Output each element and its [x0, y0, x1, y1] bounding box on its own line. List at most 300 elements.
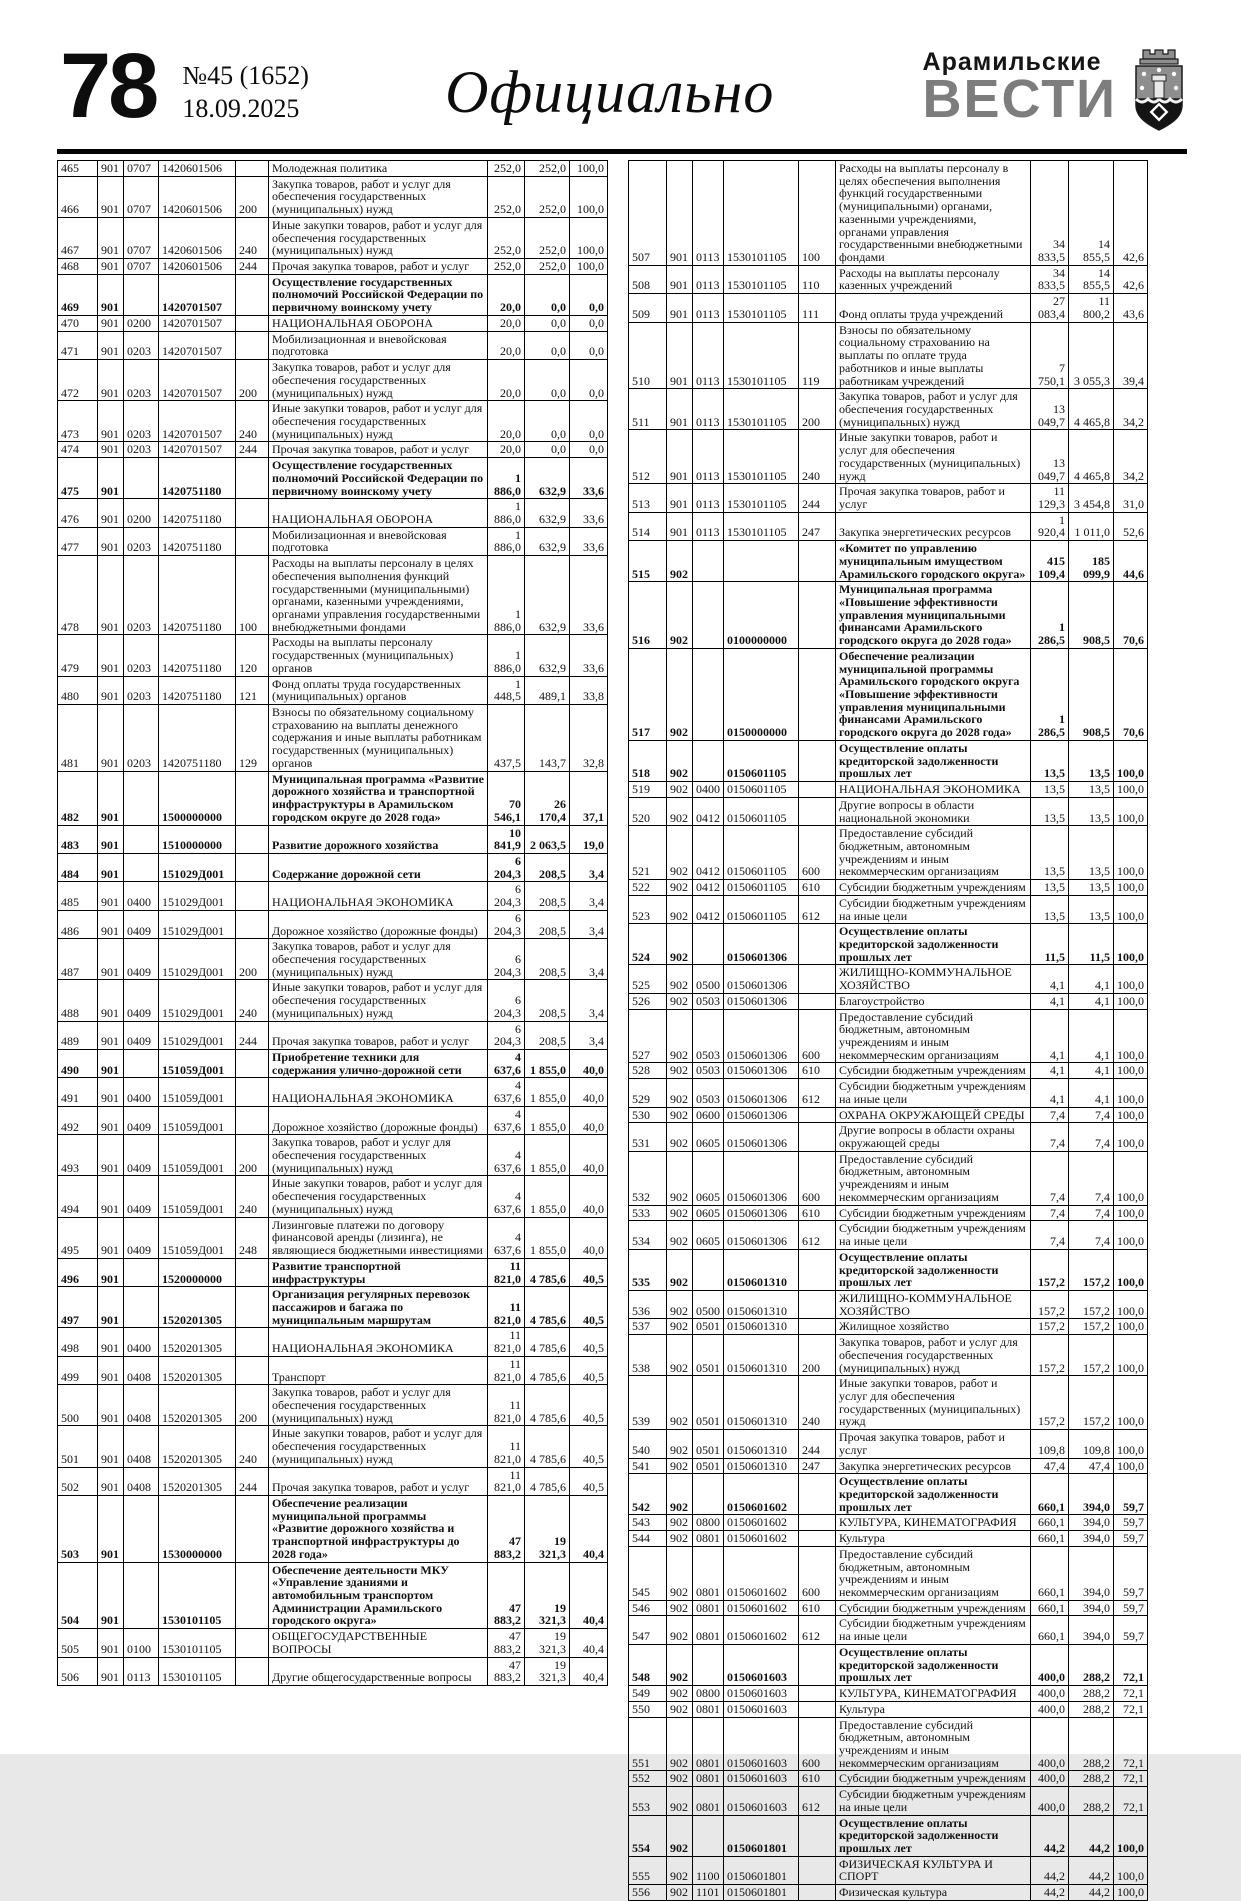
- section-code-cell: 0503: [693, 993, 724, 1009]
- row-number-cell: 531: [629, 1123, 667, 1151]
- approved-amount-cell: 415 109,4: [1031, 541, 1069, 582]
- executed-amount-cell: 908,5: [1069, 582, 1114, 649]
- table-row: [629, 1771, 1148, 1787]
- executed-amount-cell: 252,0: [525, 176, 570, 217]
- grbs-code-cell: 902: [667, 1856, 693, 1884]
- section-code-cell: 0113: [693, 389, 724, 430]
- target-article-cell: 1520000000: [159, 1258, 236, 1286]
- target-article-cell: 1530101105: [724, 389, 799, 430]
- page-columns: [0, 154, 1241, 1901]
- row-number-cell: 480: [58, 676, 98, 704]
- section-code-cell: 0100: [124, 1629, 159, 1657]
- executed-amount-cell: 208,5: [525, 853, 570, 881]
- target-article-cell: 1530101105: [724, 265, 799, 293]
- target-article-cell: 0150601306: [724, 1009, 799, 1063]
- target-article-cell: 0150601310: [724, 1335, 799, 1376]
- expense-type-cell: [799, 1474, 836, 1515]
- grbs-code-cell: 902: [667, 1107, 693, 1123]
- row-number-cell: 486: [58, 910, 98, 938]
- section-code-cell: 0503: [693, 1009, 724, 1063]
- row-number-cell: 530: [629, 1107, 667, 1123]
- name-cell: Развитие транспортной инфраструктуры: [269, 1258, 488, 1286]
- expense-type-cell: [799, 1644, 836, 1685]
- percent-cell: 100,0: [1114, 1123, 1148, 1151]
- section-code-cell: 0113: [693, 322, 724, 389]
- row-number-cell: 552: [629, 1771, 667, 1787]
- section-title: Официально: [445, 59, 775, 125]
- percent-cell: 100,0: [1114, 965, 1148, 993]
- percent-cell: 100,0: [1114, 1335, 1148, 1376]
- percent-cell: 40,0: [570, 1135, 608, 1176]
- percent-cell: 72,1: [1114, 1717, 1148, 1771]
- row-number-cell: 488: [58, 980, 98, 1021]
- grbs-code-cell: 901: [98, 259, 124, 275]
- expense-type-cell: [799, 582, 836, 649]
- section-code-cell: 0203: [124, 676, 159, 704]
- percent-cell: 40,4: [570, 1629, 608, 1657]
- table-row: [58, 1078, 608, 1106]
- target-article-cell: 151059Д001: [159, 1217, 236, 1258]
- approved-amount-cell: 660,1: [1031, 1474, 1069, 1515]
- target-article-cell: 0150601306: [724, 1205, 799, 1221]
- row-number-cell: 494: [58, 1176, 98, 1217]
- target-article-cell: 0150601310: [724, 1458, 799, 1474]
- target-article-cell: 151059Д001: [159, 1078, 236, 1106]
- expense-type-cell: [799, 1515, 836, 1531]
- grbs-code-cell: 901: [667, 430, 693, 484]
- table-row: [58, 274, 608, 315]
- expense-type-cell: 129: [236, 705, 269, 772]
- executed-amount-cell: 489,1: [525, 676, 570, 704]
- expense-type-cell: 600: [799, 1546, 836, 1600]
- name-cell: Закупка товаров, работ и услуг для обеспечения государственных (муниципальных) нужд: [269, 939, 488, 980]
- row-number-cell: 500: [58, 1385, 98, 1426]
- executed-amount-cell: 3 055,3: [1069, 322, 1114, 389]
- table-row: [58, 635, 608, 676]
- target-article-cell: 0150601306: [724, 1107, 799, 1123]
- grbs-code-cell: 901: [98, 853, 124, 881]
- table-row: [629, 1515, 1148, 1531]
- row-number-cell: 515: [629, 541, 667, 582]
- target-article-cell: 151059Д001: [159, 1176, 236, 1217]
- row-number-cell: 551: [629, 1717, 667, 1771]
- section-code-cell: 0113: [693, 161, 724, 266]
- table-row: [58, 882, 608, 910]
- expense-type-cell: [236, 1287, 269, 1328]
- name-cell: НАЦИОНАЛЬНАЯ ЭКОНОМИКА: [269, 1078, 488, 1106]
- executed-amount-cell: 394,0: [1069, 1600, 1114, 1616]
- expense-type-cell: [799, 1123, 836, 1151]
- expense-type-cell: [236, 274, 269, 315]
- percent-cell: 39,4: [1114, 322, 1148, 389]
- target-article-cell: 0150601310: [724, 1430, 799, 1458]
- approved-amount-cell: 7,4: [1031, 1107, 1069, 1123]
- executed-amount-cell: 7,4: [1069, 1205, 1114, 1221]
- grbs-code-cell: 901: [98, 176, 124, 217]
- row-number-cell: 544: [629, 1531, 667, 1547]
- target-article-cell: 1520201305: [159, 1385, 236, 1426]
- name-cell: КУЛЬТУРА, КИНЕМАТОГРАФИЯ: [836, 1515, 1031, 1531]
- percent-cell: 100,0: [570, 161, 608, 177]
- section-code-cell: 0801: [693, 1717, 724, 1771]
- executed-amount-cell: 13,5: [1069, 895, 1114, 923]
- grbs-code-cell: 901: [667, 161, 693, 266]
- approved-amount-cell: 6 204,3: [488, 1021, 525, 1049]
- percent-cell: 100,0: [1114, 993, 1148, 1009]
- table-row: [58, 161, 608, 177]
- expense-type-cell: 240: [799, 1376, 836, 1430]
- row-number-cell: 507: [629, 161, 667, 266]
- table-row: [629, 322, 1148, 389]
- approved-amount-cell: 4 637,6: [488, 1050, 525, 1078]
- grbs-code-cell: 902: [667, 1319, 693, 1335]
- approved-amount-cell: 70 546,1: [488, 771, 525, 825]
- approved-amount-cell: 11 821,0: [488, 1426, 525, 1467]
- newspaper-logo: [922, 48, 1117, 129]
- section-code-cell: 0605: [693, 1221, 724, 1249]
- approved-amount-cell: 4,1: [1031, 965, 1069, 993]
- executed-amount-cell: 157,2: [1069, 1376, 1114, 1430]
- grbs-code-cell: 901: [98, 161, 124, 177]
- section-code-cell: [693, 582, 724, 649]
- table-row: [58, 1217, 608, 1258]
- percent-cell: 3,4: [570, 882, 608, 910]
- name-cell: Иные закупки товаров, работ и услуг для обеспечения государственных (муниципальных) нужд: [269, 980, 488, 1021]
- name-cell: Расходы на выплаты персоналу государственных (муниципальных) органов: [269, 635, 488, 676]
- approved-amount-cell: 13 049,7: [1031, 430, 1069, 484]
- approved-amount-cell: 11 821,0: [488, 1356, 525, 1384]
- percent-cell: 19,0: [570, 825, 608, 853]
- section-code-cell: 0400: [124, 882, 159, 910]
- name-cell: ОБЩЕГОСУДАРСТВЕННЫЕ ВОПРОСЫ: [269, 1629, 488, 1657]
- executed-amount-cell: 4,1: [1069, 965, 1114, 993]
- section-code-cell: 0203: [124, 635, 159, 676]
- percent-cell: 100,0: [1114, 1815, 1148, 1856]
- row-number-cell: 470: [58, 315, 98, 331]
- row-number-cell: 504: [58, 1562, 98, 1629]
- executed-amount-cell: 394,0: [1069, 1531, 1114, 1547]
- expense-type-cell: 200: [799, 389, 836, 430]
- table-row: [58, 1106, 608, 1134]
- grbs-code-cell: 902: [667, 1787, 693, 1815]
- expense-type-cell: 600: [799, 1009, 836, 1063]
- approved-amount-cell: 400,0: [1031, 1787, 1069, 1815]
- name-cell: Осуществление государственных полномочий Российской Федерации по первичному воинскому учету: [269, 274, 488, 315]
- table-row: [629, 740, 1148, 781]
- executed-amount-cell: 1 855,0: [525, 1050, 570, 1078]
- approved-amount-cell: 20,0: [488, 331, 525, 359]
- executed-amount-cell: 4,1: [1069, 1063, 1114, 1079]
- grbs-code-cell: 902: [667, 826, 693, 880]
- table-row: [629, 1686, 1148, 1702]
- percent-cell: 59,7: [1114, 1515, 1148, 1531]
- approved-amount-cell: 4 637,6: [488, 1106, 525, 1134]
- table-row: [629, 924, 1148, 965]
- target-article-cell: 1420601506: [159, 176, 236, 217]
- approved-amount-cell: 1 286,5: [1031, 582, 1069, 649]
- name-cell: Муниципальная программа «Развитие дорожного хозяйства и транспортной инфраструктуры в Арамильском городском округе до 2028 года»: [269, 771, 488, 825]
- percent-cell: 100,0: [1114, 1205, 1148, 1221]
- name-cell: Культура: [836, 1531, 1031, 1547]
- table-row: [58, 315, 608, 331]
- expense-type-cell: [236, 1050, 269, 1078]
- approved-amount-cell: 4 637,6: [488, 1217, 525, 1258]
- section-code-cell: 0503: [693, 1079, 724, 1107]
- name-cell: Взносы по обязательному социальному страхованию на выплаты денежного содержания и иные выплаты работникам государственных (муниципальных) органов: [269, 705, 488, 772]
- grbs-code-cell: 901: [98, 1135, 124, 1176]
- approved-amount-cell: 11 821,0: [488, 1385, 525, 1426]
- row-number-cell: 465: [58, 161, 98, 177]
- percent-cell: 40,5: [570, 1467, 608, 1495]
- row-number-cell: 534: [629, 1221, 667, 1249]
- expense-type-cell: [236, 1106, 269, 1134]
- name-cell: Осуществление оплаты кредиторской задолженности прошлых лет: [836, 1644, 1031, 1685]
- name-cell: Предоставление субсидий бюджетным, автономным учреждениям и иным некоммерческим организациям: [836, 1717, 1031, 1771]
- table-row: [58, 1258, 608, 1286]
- table-row: [58, 499, 608, 527]
- approved-amount-cell: 13,5: [1031, 895, 1069, 923]
- grbs-code-cell: 901: [98, 771, 124, 825]
- target-article-cell: 1530101105: [159, 1629, 236, 1657]
- executed-amount-cell: 13,5: [1069, 782, 1114, 798]
- approved-amount-cell: 400,0: [1031, 1717, 1069, 1771]
- table-row: [58, 556, 608, 635]
- grbs-code-cell: 901: [98, 331, 124, 359]
- approved-amount-cell: 1 886,0: [488, 527, 525, 555]
- target-article-cell: 151059Д001: [159, 1050, 236, 1078]
- row-number-cell: 491: [58, 1078, 98, 1106]
- target-article-cell: 0150601306: [724, 1221, 799, 1249]
- approved-amount-cell: 11 821,0: [488, 1287, 525, 1328]
- executed-amount-cell: 7,4: [1069, 1107, 1114, 1123]
- table-row: [58, 825, 608, 853]
- grbs-code-cell: 901: [98, 1328, 124, 1356]
- row-number-cell: 469: [58, 274, 98, 315]
- section-code-cell: 1100: [693, 1856, 724, 1884]
- grbs-code-cell: 901: [98, 1050, 124, 1078]
- row-number-cell: 520: [629, 797, 667, 825]
- row-number-cell: 503: [58, 1496, 98, 1563]
- name-cell: Субсидии бюджетным учреждениям: [836, 880, 1031, 896]
- executed-amount-cell: 13,5: [1069, 797, 1114, 825]
- executed-amount-cell: 109,8: [1069, 1430, 1114, 1458]
- table-row: [629, 1474, 1148, 1515]
- executed-amount-cell: 157,2: [1069, 1249, 1114, 1290]
- target-article-cell: [724, 541, 799, 582]
- table-row: [58, 442, 608, 458]
- row-number-cell: 523: [629, 895, 667, 923]
- target-article-cell: 1420701507: [159, 442, 236, 458]
- target-article-cell: 0150601801: [724, 1815, 799, 1856]
- grbs-code-cell: 901: [98, 1356, 124, 1384]
- target-article-cell: 0150601603: [724, 1717, 799, 1771]
- section-code-cell: 0409: [124, 1176, 159, 1217]
- target-article-cell: 0150601310: [724, 1319, 799, 1335]
- row-number-cell: 548: [629, 1644, 667, 1685]
- section-code-cell: 0400: [124, 1328, 159, 1356]
- percent-cell: 0,0: [570, 401, 608, 442]
- grbs-code-cell: 902: [667, 1151, 693, 1205]
- target-article-cell: 0150601105: [724, 740, 799, 781]
- table-row: [629, 1079, 1148, 1107]
- expense-type-cell: [799, 740, 836, 781]
- percent-cell: 34,2: [1114, 430, 1148, 484]
- name-cell: Благоустройство: [836, 993, 1031, 1009]
- approved-amount-cell: 11,5: [1031, 924, 1069, 965]
- approved-amount-cell: 13,5: [1031, 797, 1069, 825]
- table-row: [629, 430, 1148, 484]
- approved-amount-cell: 47 883,2: [488, 1562, 525, 1629]
- percent-cell: 72,1: [1114, 1686, 1148, 1702]
- grbs-code-cell: 902: [667, 1221, 693, 1249]
- row-number-cell: 540: [629, 1430, 667, 1458]
- table-row: [58, 1287, 608, 1328]
- row-number-cell: 526: [629, 993, 667, 1009]
- executed-amount-cell: 4,1: [1069, 993, 1114, 1009]
- name-cell: НАЦИОНАЛЬНАЯ ОБОРОНА: [269, 499, 488, 527]
- approved-amount-cell: 252,0: [488, 259, 525, 275]
- executed-amount-cell: 157,2: [1069, 1290, 1114, 1318]
- grbs-code-cell: 901: [98, 882, 124, 910]
- name-cell: Развитие дорожного хозяйства: [269, 825, 488, 853]
- target-article-cell: 151029Д001: [159, 910, 236, 938]
- executed-amount-cell: 4 785,6: [525, 1287, 570, 1328]
- issue-date: 18.09.2025: [182, 93, 300, 123]
- row-number-cell: 528: [629, 1063, 667, 1079]
- executed-amount-cell: 185 099,9: [1069, 541, 1114, 582]
- percent-cell: 40,4: [570, 1657, 608, 1685]
- approved-amount-cell: 44,2: [1031, 1856, 1069, 1884]
- target-article-cell: 0150601602: [724, 1616, 799, 1644]
- table-row: [629, 265, 1148, 293]
- table-row: [629, 294, 1148, 322]
- expense-type-cell: [236, 499, 269, 527]
- expense-type-cell: 244: [799, 1430, 836, 1458]
- table-row: [629, 1430, 1148, 1458]
- approved-amount-cell: 7,4: [1031, 1123, 1069, 1151]
- issue-number: №45 (1652): [182, 61, 309, 90]
- section-code-cell: [693, 1644, 724, 1685]
- approved-amount-cell: 400,0: [1031, 1701, 1069, 1717]
- executed-amount-cell: 4 465,8: [1069, 389, 1114, 430]
- name-cell: Субсидии бюджетным учреждениям на иные цели: [836, 895, 1031, 923]
- row-number-cell: 524: [629, 924, 667, 965]
- table-row: [629, 965, 1148, 993]
- executed-amount-cell: 0,0: [525, 315, 570, 331]
- percent-cell: 40,4: [570, 1496, 608, 1563]
- table-row: [629, 484, 1148, 512]
- target-article-cell: 1420601506: [159, 259, 236, 275]
- percent-cell: 3,4: [570, 853, 608, 881]
- table-row: [58, 458, 608, 499]
- row-number-cell: 475: [58, 458, 98, 499]
- target-article-cell: 1420701507: [159, 331, 236, 359]
- executed-amount-cell: 208,5: [525, 1021, 570, 1049]
- section-code-cell: 0707: [124, 176, 159, 217]
- percent-cell: 40,5: [570, 1287, 608, 1328]
- logo-line-top: Арамильские: [922, 48, 1102, 76]
- percent-cell: 100,0: [1114, 1009, 1148, 1063]
- target-article-cell: 0150601603: [724, 1701, 799, 1717]
- table-row: [629, 880, 1148, 896]
- percent-cell: 33,6: [570, 635, 608, 676]
- percent-cell: 0,0: [570, 442, 608, 458]
- approved-amount-cell: 44,2: [1031, 1885, 1069, 1901]
- section-code-cell: 0113: [693, 512, 724, 540]
- table-row: [58, 1385, 608, 1426]
- percent-cell: 0,0: [570, 331, 608, 359]
- executed-amount-cell: 208,5: [525, 980, 570, 1021]
- executed-amount-cell: 208,5: [525, 882, 570, 910]
- executed-amount-cell: 143,7: [525, 705, 570, 772]
- name-cell: Культура: [836, 1701, 1031, 1717]
- executed-amount-cell: 208,5: [525, 939, 570, 980]
- target-article-cell: 0150601310: [724, 1376, 799, 1430]
- target-article-cell: 0150601306: [724, 1123, 799, 1151]
- row-number-cell: 496: [58, 1258, 98, 1286]
- percent-cell: 100,0: [1114, 1885, 1148, 1901]
- percent-cell: 100,0: [570, 259, 608, 275]
- approved-amount-cell: 13 049,7: [1031, 389, 1069, 430]
- target-article-cell: 0150601306: [724, 924, 799, 965]
- expense-type-cell: 600: [799, 826, 836, 880]
- target-article-cell: 0150601310: [724, 1249, 799, 1290]
- row-number-cell: 484: [58, 853, 98, 881]
- table-row: [629, 1531, 1148, 1547]
- percent-cell: 70,6: [1114, 648, 1148, 740]
- target-article-cell: 1530101105: [159, 1657, 236, 1685]
- percent-cell: 100,0: [1114, 740, 1148, 781]
- percent-cell: 59,7: [1114, 1616, 1148, 1644]
- target-article-cell: 1420751180: [159, 527, 236, 555]
- expense-type-cell: 600: [799, 1717, 836, 1771]
- section-code-cell: 0500: [693, 965, 724, 993]
- target-article-cell: 0150601105: [724, 826, 799, 880]
- grbs-code-cell: 902: [667, 880, 693, 896]
- percent-cell: 34,2: [1114, 389, 1148, 430]
- expense-type-cell: 240: [236, 217, 269, 258]
- grbs-code-cell: 901: [667, 484, 693, 512]
- row-number-cell: 505: [58, 1629, 98, 1657]
- grbs-code-cell: 902: [667, 993, 693, 1009]
- percent-cell: 40,5: [570, 1258, 608, 1286]
- approved-amount-cell: 6 204,3: [488, 853, 525, 881]
- executed-amount-cell: 0,0: [525, 442, 570, 458]
- target-article-cell: 1530101105: [724, 512, 799, 540]
- approved-amount-cell: 157,2: [1031, 1249, 1069, 1290]
- table-row: [58, 1328, 608, 1356]
- section-code-cell: 0203: [124, 705, 159, 772]
- name-cell: Закупка энергетических ресурсов: [836, 1458, 1031, 1474]
- approved-amount-cell: 7,4: [1031, 1151, 1069, 1205]
- table-row: [629, 1221, 1148, 1249]
- name-cell: Закупка товаров, работ и услуг для обеспечения государственных (муниципальных) нужд: [269, 176, 488, 217]
- section-code-cell: 0801: [693, 1787, 724, 1815]
- executed-amount-cell: 1 855,0: [525, 1176, 570, 1217]
- expense-type-cell: [799, 1531, 836, 1547]
- table-row: [629, 1815, 1148, 1856]
- section-code-cell: 0501: [693, 1376, 724, 1430]
- executed-amount-cell: 4 465,8: [1069, 430, 1114, 484]
- executed-amount-cell: 632,9: [525, 527, 570, 555]
- section-code-cell: 0501: [693, 1458, 724, 1474]
- expense-type-cell: [236, 1356, 269, 1384]
- table-row: [629, 541, 1148, 582]
- expense-type-cell: [236, 331, 269, 359]
- expense-type-cell: 600: [799, 1151, 836, 1205]
- grbs-code-cell: 901: [667, 265, 693, 293]
- row-number-cell: 513: [629, 484, 667, 512]
